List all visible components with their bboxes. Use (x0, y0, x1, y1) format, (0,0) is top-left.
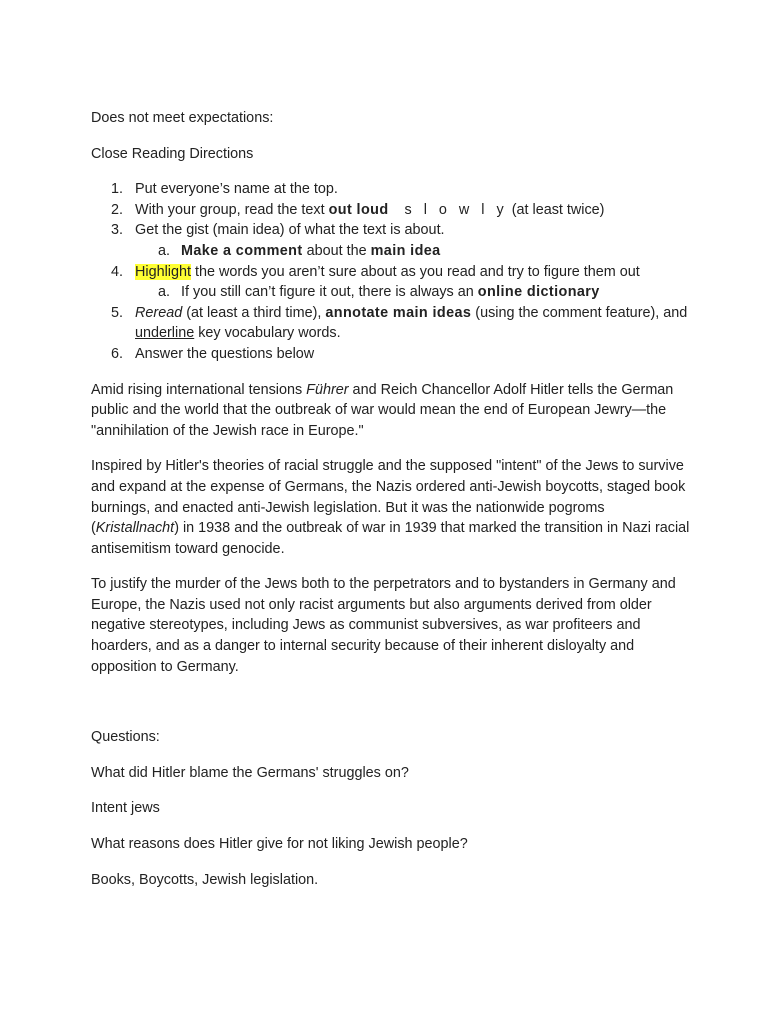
direction-item-6 (91, 344, 691, 365)
bold-text: main idea (370, 242, 441, 259)
paragraph-1 (91, 380, 691, 442)
highlighted-text: Highlight (135, 263, 191, 280)
list-number: 6. (111, 345, 124, 362)
document-page (91, 108, 691, 890)
direction-text: the words you aren’t sure about as you read and try to figure them out (191, 263, 640, 280)
direction-item-1 (91, 179, 691, 200)
direction-item-5 (91, 303, 691, 344)
list-number: 1. (111, 181, 124, 198)
questions-label: Questions: (91, 729, 160, 746)
bold-text: out loud (328, 201, 389, 218)
list-number: 2. (111, 201, 124, 218)
list-number: 3. (111, 222, 124, 239)
list-letter: a. (158, 284, 171, 301)
question-1: What did Hitler blame the Germans' struggles on? (91, 764, 409, 781)
direction-text: (using the comment feature), and (471, 304, 688, 321)
paragraph-3: To justify the murder of the Jews both to the perpetrators and to bystanders in Germany and Europe, the Nazis used not only racist arguments but also arguments derived from older negative stereotypes, including Jews as communist subversives, as war profiteers and hoarders, and as a danger to internal security because of their inherent disloyalty and opposition to Germany. (91, 576, 676, 675)
list-letter: a. (158, 242, 171, 259)
paragraph-text: Inspired by Hitler's theories of racial struggle and the supposed "intent" of the Jews to survive and expand at the expense of Germans, the Nazis ordered anti-Jewish boycotts, staged book burnings, and enacted anti-Jewish legislation. But it was the nationwide pogroms ( (91, 458, 686, 537)
bold-text: online dictionary (477, 284, 600, 301)
direction-item-4 (91, 262, 691, 283)
paragraph-text: ) in 1938 and the outbreak of war in 1939 that marked the transition in Nazi racial antisemitism toward genocide. (91, 520, 690, 557)
paragraph-2 (91, 456, 691, 559)
direction-text: Answer the questions below (135, 345, 315, 362)
question-2: What reasons does Hitler give for not liking Jewish people? (91, 836, 468, 853)
heading: Does not meet expectations: (91, 110, 274, 126)
direction-text: (at least a third time), (182, 304, 326, 321)
direction-subitem-3a (91, 241, 691, 262)
direction-text: (at least twice) (507, 201, 605, 218)
bold-text: annotate main ideas (325, 304, 472, 321)
list-number: 4. (111, 263, 124, 280)
italic-text: Reread (135, 304, 183, 321)
italic-text: Kristallnacht (95, 520, 175, 537)
direction-item-3 (91, 220, 691, 241)
bold-text: Make a comment (181, 242, 303, 259)
direction-text: Get the gist (main idea) of what the text is about. (135, 222, 445, 239)
direction-text: Put everyone’s name at the top. (135, 181, 338, 198)
direction-item-2 (91, 200, 691, 221)
list-number: 5. (111, 304, 124, 321)
directions-list (91, 179, 691, 364)
answer-2: Books, Boycotts, Jewish legislation. (91, 871, 319, 888)
direction-text: about the (302, 242, 371, 259)
direction-text: With your group, read the text (135, 201, 329, 218)
spaced-text: s l o w l y (388, 201, 508, 218)
paragraph-text: and Reich Chancellor Adolf Hitler tells the German public and the world that the outbreak of war would mean the end of European Jewry—the "annihilation of the Jewish race in Europe." (91, 381, 674, 439)
direction-subitem-4a (91, 282, 691, 303)
answer-1: Intent jews (91, 800, 160, 817)
subheading: Close Reading Directions (91, 145, 254, 162)
underlined-text: underline (135, 325, 195, 342)
paragraph-text: Amid rising international tensions (91, 381, 307, 398)
direction-text: If you still can’t figure it out, there is always an (181, 284, 478, 301)
italic-text: Führer (306, 381, 349, 398)
direction-text: key vocabulary words. (194, 325, 341, 342)
